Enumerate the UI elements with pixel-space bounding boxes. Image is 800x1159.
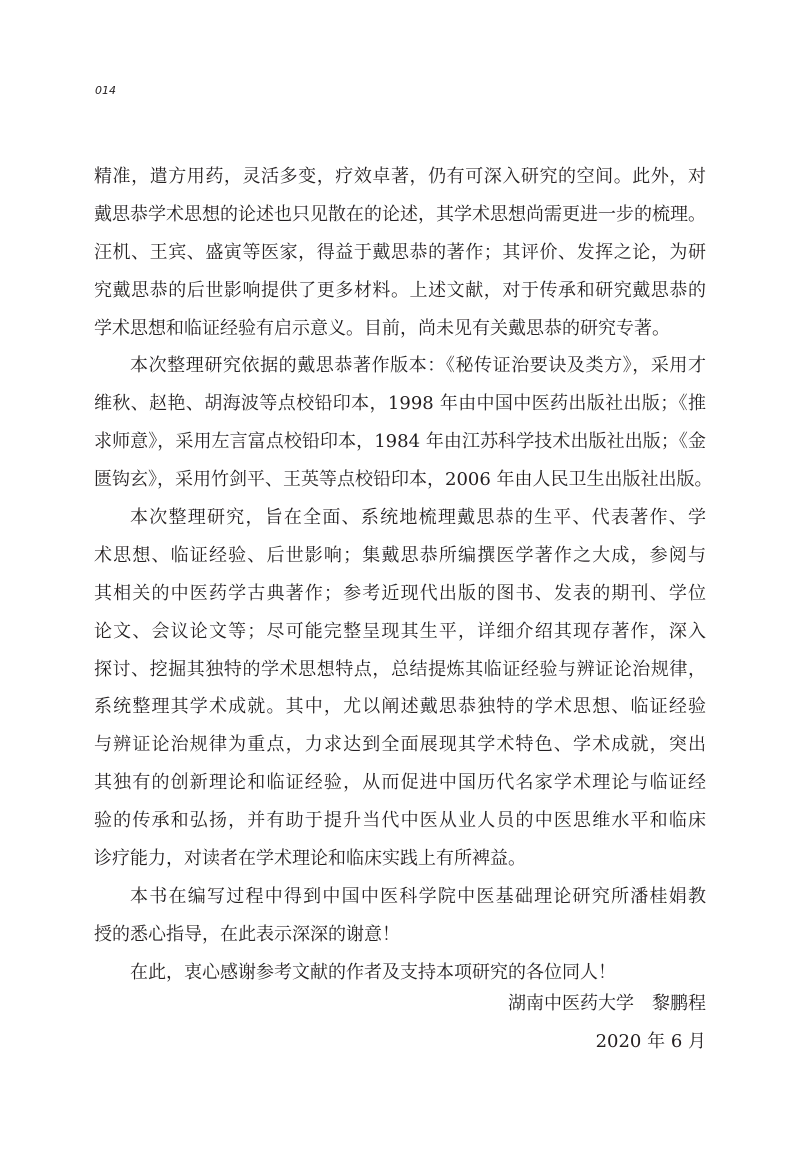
text-line: 戴思恭学术思想的论述也只见散在的论述，其学术思想尚需更进一步的梳理。 (94, 203, 706, 225)
text-line: 本次整理研究依据的戴思恭著作版本：《秘传证治要诀及类方》，采用才 (130, 355, 706, 377)
signature-institution: 湖南中医药大学 (508, 993, 634, 1014)
signature-author: 黎鹏程 (652, 993, 706, 1014)
text-line: 学术思想和临证经验有启示意义。目前，尚未见有关戴思恭的研究专著。 (94, 317, 670, 339)
text-line: 授的悉心指导，在此表示深深的谢意！ (94, 923, 400, 945)
paragraph-2 (94, 347, 713, 499)
page-number: 014 (95, 84, 116, 97)
text-line: 系统整理其学术成就。其中，尤以阐述戴思恭独特的学术思想、临证经验 (94, 696, 706, 718)
paragraph-4 (94, 878, 706, 954)
text-line: 匮钩玄》，采用竹剑平、王英等点校铅印本，2006 年由人民卫生出版社出版。 (94, 469, 713, 491)
text-line: 诊疗能力，对读者在学术理论和临床实践上有所裨益。 (94, 848, 526, 870)
text-line: 术思想、临证经验、后世影响；集戴思恭所编撰医学著作之大成，参阅与 (94, 544, 706, 566)
text-line: 汪机、王宾、盛寅等医家，得益于戴思恭的著作；其评价、发挥之论，为研 (94, 241, 706, 263)
signature-date: 2020 年 6 月 (595, 1031, 706, 1052)
signature-line (508, 985, 706, 1023)
text-line: 与辨证论治规律为重点，力求达到全面展现其学术特色、学术成就，突出 (94, 734, 706, 756)
body-text (94, 158, 713, 992)
text-line: 验的传承和弘扬，并有助于提升当代中医从业人员的中医思维水平和临床 (94, 810, 706, 832)
text-line: 在此，衷心感谢参考文献的作者及支持本项研究的各位同人！ (130, 961, 616, 983)
text-line: 精准，遣方用药，灵活多变，疗效卓著，仍有可深入研究的空间。此外，对 (94, 166, 706, 187)
signature-block (508, 985, 706, 1061)
text-line: 探讨、挖掘其独特的学术思想特点，总结提炼其临证经验与辨证论治规律， (94, 658, 706, 680)
text-line: 求师意》，采用左言富点校铅印本，1984 年由江苏科学技术出版社出版；《金 (94, 431, 706, 453)
text-line: 其独有的创新理论和临证经验，从而促进中国历代名家学术理论与临证经 (94, 772, 706, 794)
text-line: 其相关的中医药学古典著作；参考近现代出版的图书、发表的期刊、学位 (94, 582, 706, 604)
text-line: 究戴思恭的后世影响提供了更多材料。上述文献，对于传承和研究戴思恭的 (94, 279, 706, 301)
paragraph-1 (94, 158, 706, 347)
text-line: 维秋、赵艳、胡海波等点校铅印本，1998 年由中国中医药出版社出版；《推 (94, 393, 706, 415)
text-line: 论文、会议论文等；尽可能完整呈现其生平，详细介绍其现存著作，深入 (94, 620, 706, 642)
text-line: 本书在编写过程中得到中国中医科学院中医基础理论研究所潘桂娟教 (130, 885, 706, 907)
paragraph-3 (94, 499, 706, 878)
text-line: 本次整理研究，旨在全面、系统地梳理戴思恭的生平、代表著作、学 (130, 507, 706, 529)
